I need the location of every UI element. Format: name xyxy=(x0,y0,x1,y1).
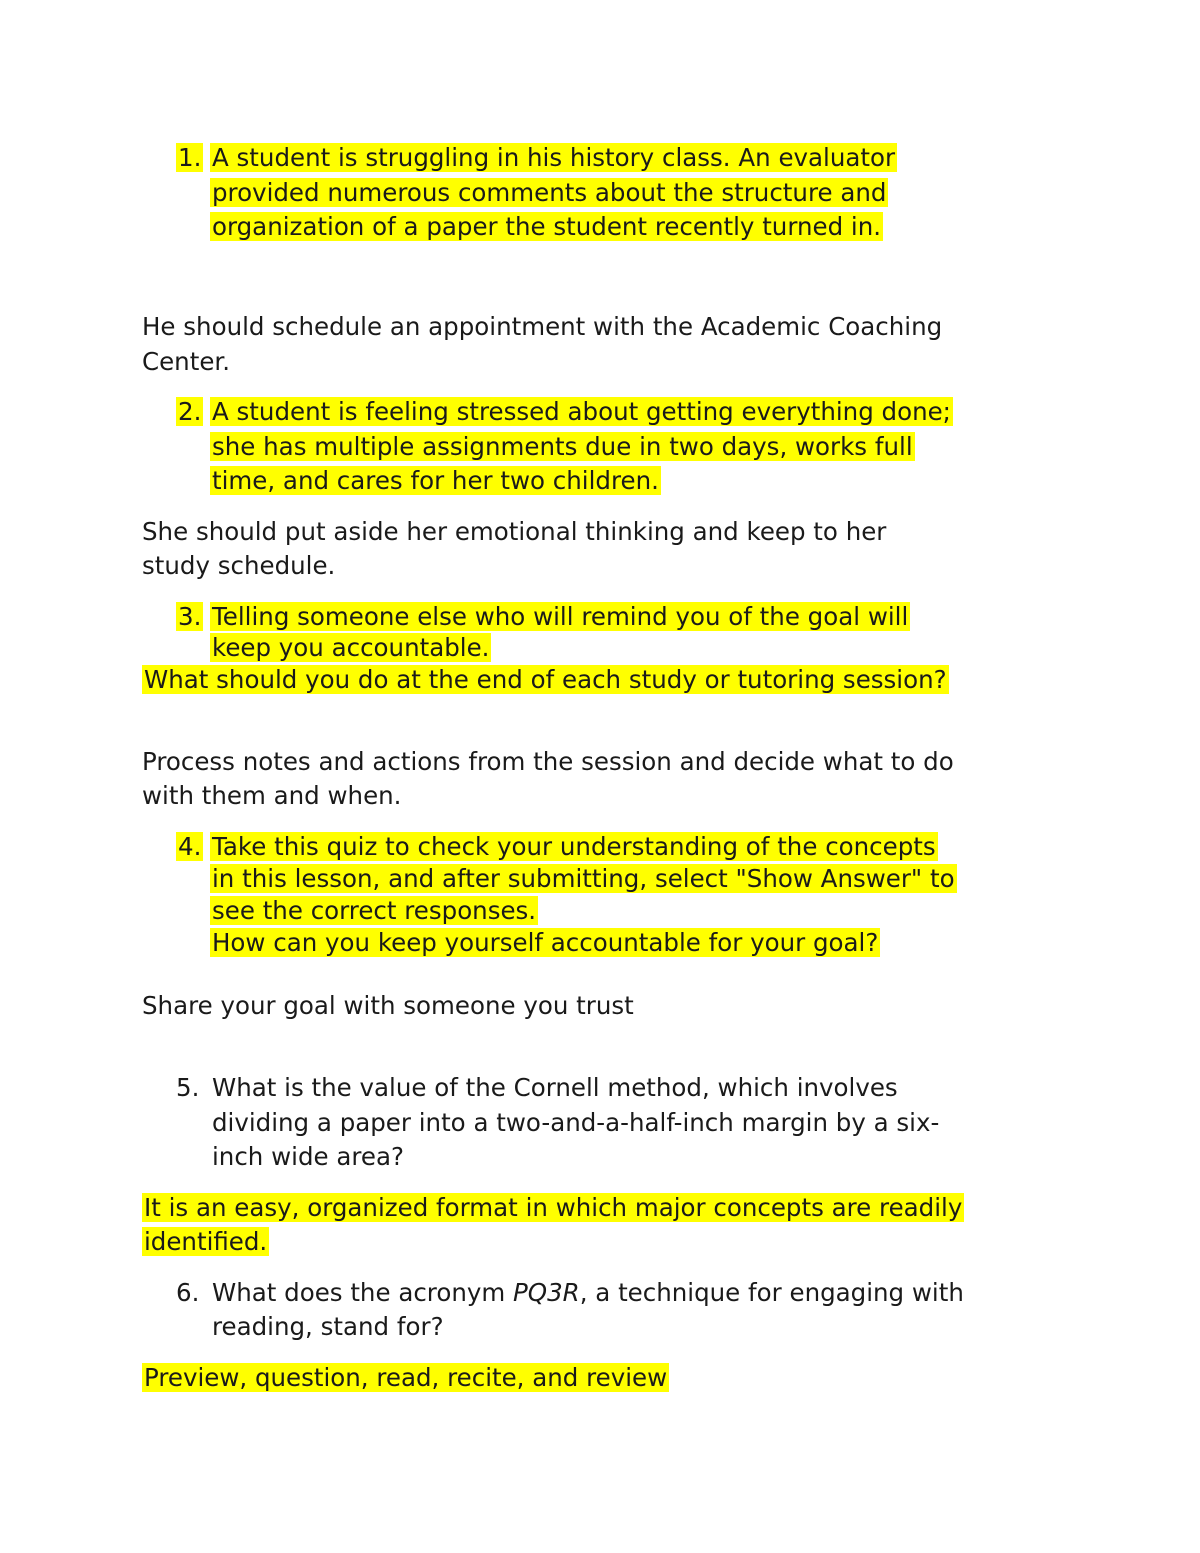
question-line: reading, stand for? xyxy=(212,1312,444,1341)
question-line: see the correct responses. xyxy=(212,896,537,925)
question-line: What does the acronym PQ3R, a technique for engaging with xyxy=(212,1278,964,1307)
answer-line: Process notes and actions from the session and decide what to do xyxy=(142,747,954,776)
question-line: provided numerous comments about the structure and xyxy=(212,178,887,207)
list-number: 6. xyxy=(176,1278,200,1307)
question-line: time, and cares for her two children. xyxy=(212,466,659,495)
answer-line: with them and when. xyxy=(142,781,402,810)
list-number: 4. xyxy=(178,832,202,861)
answer-line: Center. xyxy=(142,347,230,376)
question-line: How can you keep yourself accountable for your goal? xyxy=(212,928,879,957)
answer-line: He should schedule an appointment with the Academic Coaching xyxy=(142,312,943,341)
question-line: What is the value of the Cornell method, which involves xyxy=(212,1073,898,1102)
answer-line: Share your goal with someone you trust xyxy=(142,991,634,1020)
question-line: What should you do at the end of each study or tutoring session? xyxy=(144,665,947,694)
question-line: A student is struggling in his history class. An evaluator xyxy=(212,143,896,172)
question-line: A student is feeling stressed about getting everything done; xyxy=(212,397,951,426)
question-line: Take this quiz to check your understanding of the concepts xyxy=(212,832,936,861)
list-number: 2. xyxy=(178,397,202,426)
answer-line: Preview, question, read, recite, and review xyxy=(144,1363,668,1392)
question-line: Telling someone else who will remind you of the goal will xyxy=(212,602,909,631)
answer-line: She should put aside her emotional thinking and keep to her xyxy=(142,517,887,546)
question-line: in this lesson, and after submitting, select "Show Answer" to xyxy=(212,864,955,893)
list-number: 3. xyxy=(178,602,202,631)
question-line: inch wide area? xyxy=(212,1142,405,1171)
question-line: she has multiple assignments due in two days, works full xyxy=(212,432,913,461)
list-number: 5. xyxy=(176,1073,200,1102)
question-line: organization of a paper the student recently turned in. xyxy=(212,212,882,241)
list-number: 1. xyxy=(178,143,202,172)
answer-line: study schedule. xyxy=(142,551,336,580)
question-line: keep you accountable. xyxy=(212,633,490,662)
answer-line: identified. xyxy=(144,1227,268,1256)
answer-line: It is an easy, organized format in which major concepts are readily xyxy=(144,1193,963,1222)
question-line: dividing a paper into a two-and-a-half-inch margin by a six- xyxy=(212,1108,940,1137)
